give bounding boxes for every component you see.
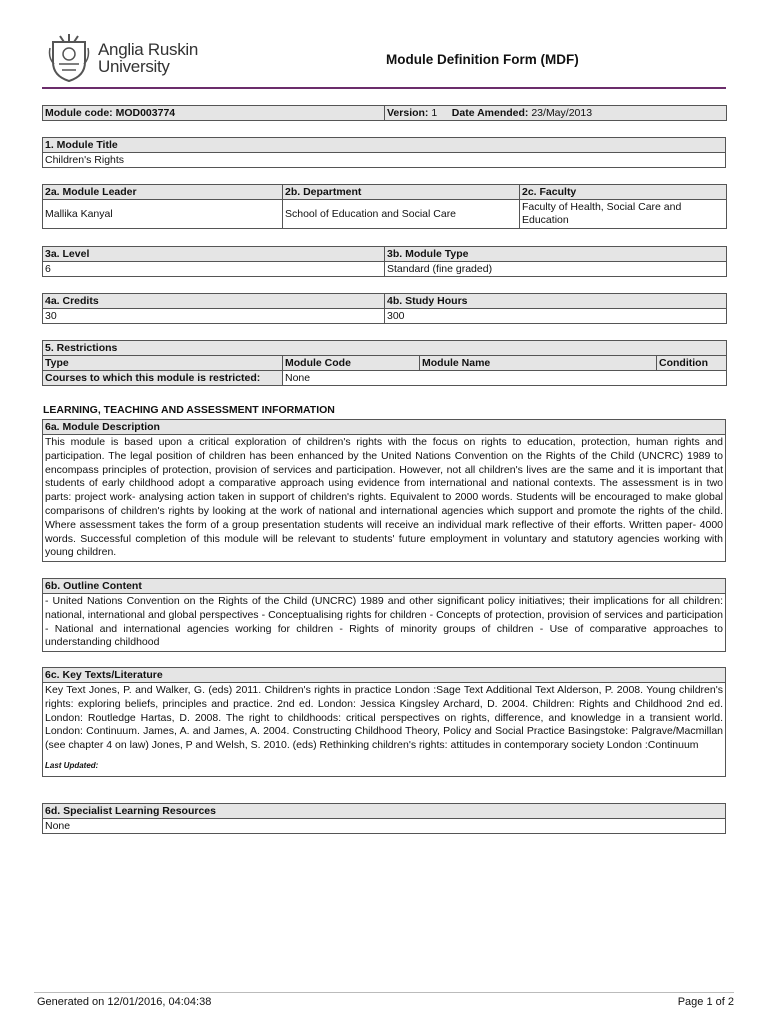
header-rule: [42, 87, 726, 89]
module-type-value: Standard (fine graded): [385, 262, 727, 277]
description-text: This module is based upon a critical exploration of children's rights with the focus on rights to education, protection, human rights and participation. The legal position of children has been enhanced by the United Nations Convention on the Rights of the Child (UNCRC) 1989 to encompass principles of protection, provision of services and participation. However, not all children's lives are the same and it is important that students of early childhood adopt a comparative approach using evidence from international and national contexts. The assessment is in two parts: project work- analysing action taken in support of children's rights. Equivalent to 2000 words. Students will be encouraged to make global comparisons of children's rights by looking at the work of national and international agencies which support and promote the rights of the child. Where assessment takes the form of a group presentation students will receive an individual mark reflective of their efforts. Written paper- 4000 words. Successful completion of this module will be relevant to students' future employment in voluntary and statutory agencies working with young children.: [43, 435, 726, 562]
version-label: Version:: [387, 106, 429, 119]
date-value: 23/May/2013: [531, 106, 593, 119]
module-leader-table: [42, 184, 727, 229]
restrictions-col-condition: Condition: [657, 356, 727, 371]
resources-table: [42, 803, 726, 834]
faculty-label: 2c. Faculty: [520, 185, 727, 200]
footer-rule: [34, 992, 734, 993]
last-updated-label: Last Updated:: [45, 760, 99, 770]
page-number: Page 1 of 2: [677, 996, 734, 1008]
module-title-label: 1. Module Title: [43, 138, 726, 153]
form-title: Module Definition Form (MDF): [386, 52, 579, 67]
module-meta-table: [42, 105, 727, 121]
restrictions-col-name: Module Name: [420, 356, 657, 371]
leader-value: Mallika Kanyal: [43, 200, 283, 229]
key-texts-cell: [43, 683, 726, 777]
resources-value: None: [43, 819, 726, 834]
credits-value: 30: [43, 309, 385, 324]
crest-icon: [48, 34, 90, 82]
university-logo: [48, 34, 198, 82]
ltai-heading: LEARNING, TEACHING AND ASSESSMENT INFORMATION: [43, 404, 335, 416]
key-texts-label: 6c. Key Texts/Literature: [43, 668, 726, 683]
level-table: [42, 246, 727, 277]
version-value: 1: [431, 106, 438, 119]
restrictions-table: [42, 340, 727, 386]
restrictions-label: 5. Restrictions: [43, 341, 727, 356]
leader-label: 2a. Module Leader: [43, 185, 283, 200]
restrictions-col-code: Module Code: [283, 356, 420, 371]
logo-line-1: Anglia Ruskin: [98, 40, 199, 59]
generated-timestamp: Generated on 12/01/2016, 04:04:38: [37, 996, 212, 1008]
module-code: Module code: MOD003774: [43, 106, 385, 121]
study-hours-value: 300: [385, 309, 727, 324]
outline-label: 6b. Outline Content: [43, 579, 726, 594]
resources-label: 6d. Specialist Learning Resources: [43, 804, 726, 819]
description-table: [42, 419, 726, 562]
version-date-cell: [385, 106, 727, 121]
credits-table: [42, 293, 727, 324]
study-hours-label: 4b. Study Hours: [385, 294, 727, 309]
module-title-value: Children's Rights: [43, 153, 726, 168]
module-title-table: [42, 137, 726, 168]
restrictions-row-type: Courses to which this module is restricted:: [43, 371, 283, 386]
level-value: 6: [43, 262, 385, 277]
outline-text: - United Nations Convention on the Rights of the Child (UNCRC) 1989 and other significant policy initiatives; their implications for all children: national, international and global perspectives - Conceptualising rights for children - Concepts of protection, provision of services and participation - National and international agencies working for children - Rights of minority groups of children - Use of comparative approaches to understanding childhood: [43, 594, 726, 652]
restrictions-col-type: Type: [43, 356, 283, 371]
description-label: 6a. Module Description: [43, 420, 726, 435]
level-label: 3a. Level: [43, 247, 385, 262]
restrictions-row-code: None: [283, 371, 727, 386]
module-type-label: 3b. Module Type: [385, 247, 727, 262]
credits-label: 4a. Credits: [43, 294, 385, 309]
date-label: Date Amended:: [451, 106, 529, 119]
department-value: School of Education and Social Care: [283, 200, 520, 229]
logo-line-2: University: [98, 57, 170, 76]
faculty-value: Faculty of Health, Social Care and Education: [520, 200, 727, 229]
key-texts-text: Key Text Jones, P. and Walker, G. (eds) 2011. Children's rights in practice London :Sage Text Additional Text Alderson, P. 2008. Young children's rights: exploring beliefs, principles and practice. 2nd ed. London: Jessica Kingsley Archard, D. 2004. Children: Rights and Childhood 2nd ed. London: Routledge Hartas, D. 2008. The right to childhoods: critical perspectives on rights, difference, and knowledge in a transient world. London: Continuum. James, A. and James, A. 2004. Constructing Childhood Theory, Policy and Social Practice Basingstoke: Palgrave/Macmillan (see chapter 4 on law) Jones, P and Welsh, S. 2010. (eds) Rethinking children's rights: attitudes in contemporary society London :Continuum: [45, 684, 723, 752]
department-label: 2b. Department: [283, 185, 520, 200]
key-texts-table: [42, 667, 726, 777]
outline-table: [42, 578, 726, 652]
